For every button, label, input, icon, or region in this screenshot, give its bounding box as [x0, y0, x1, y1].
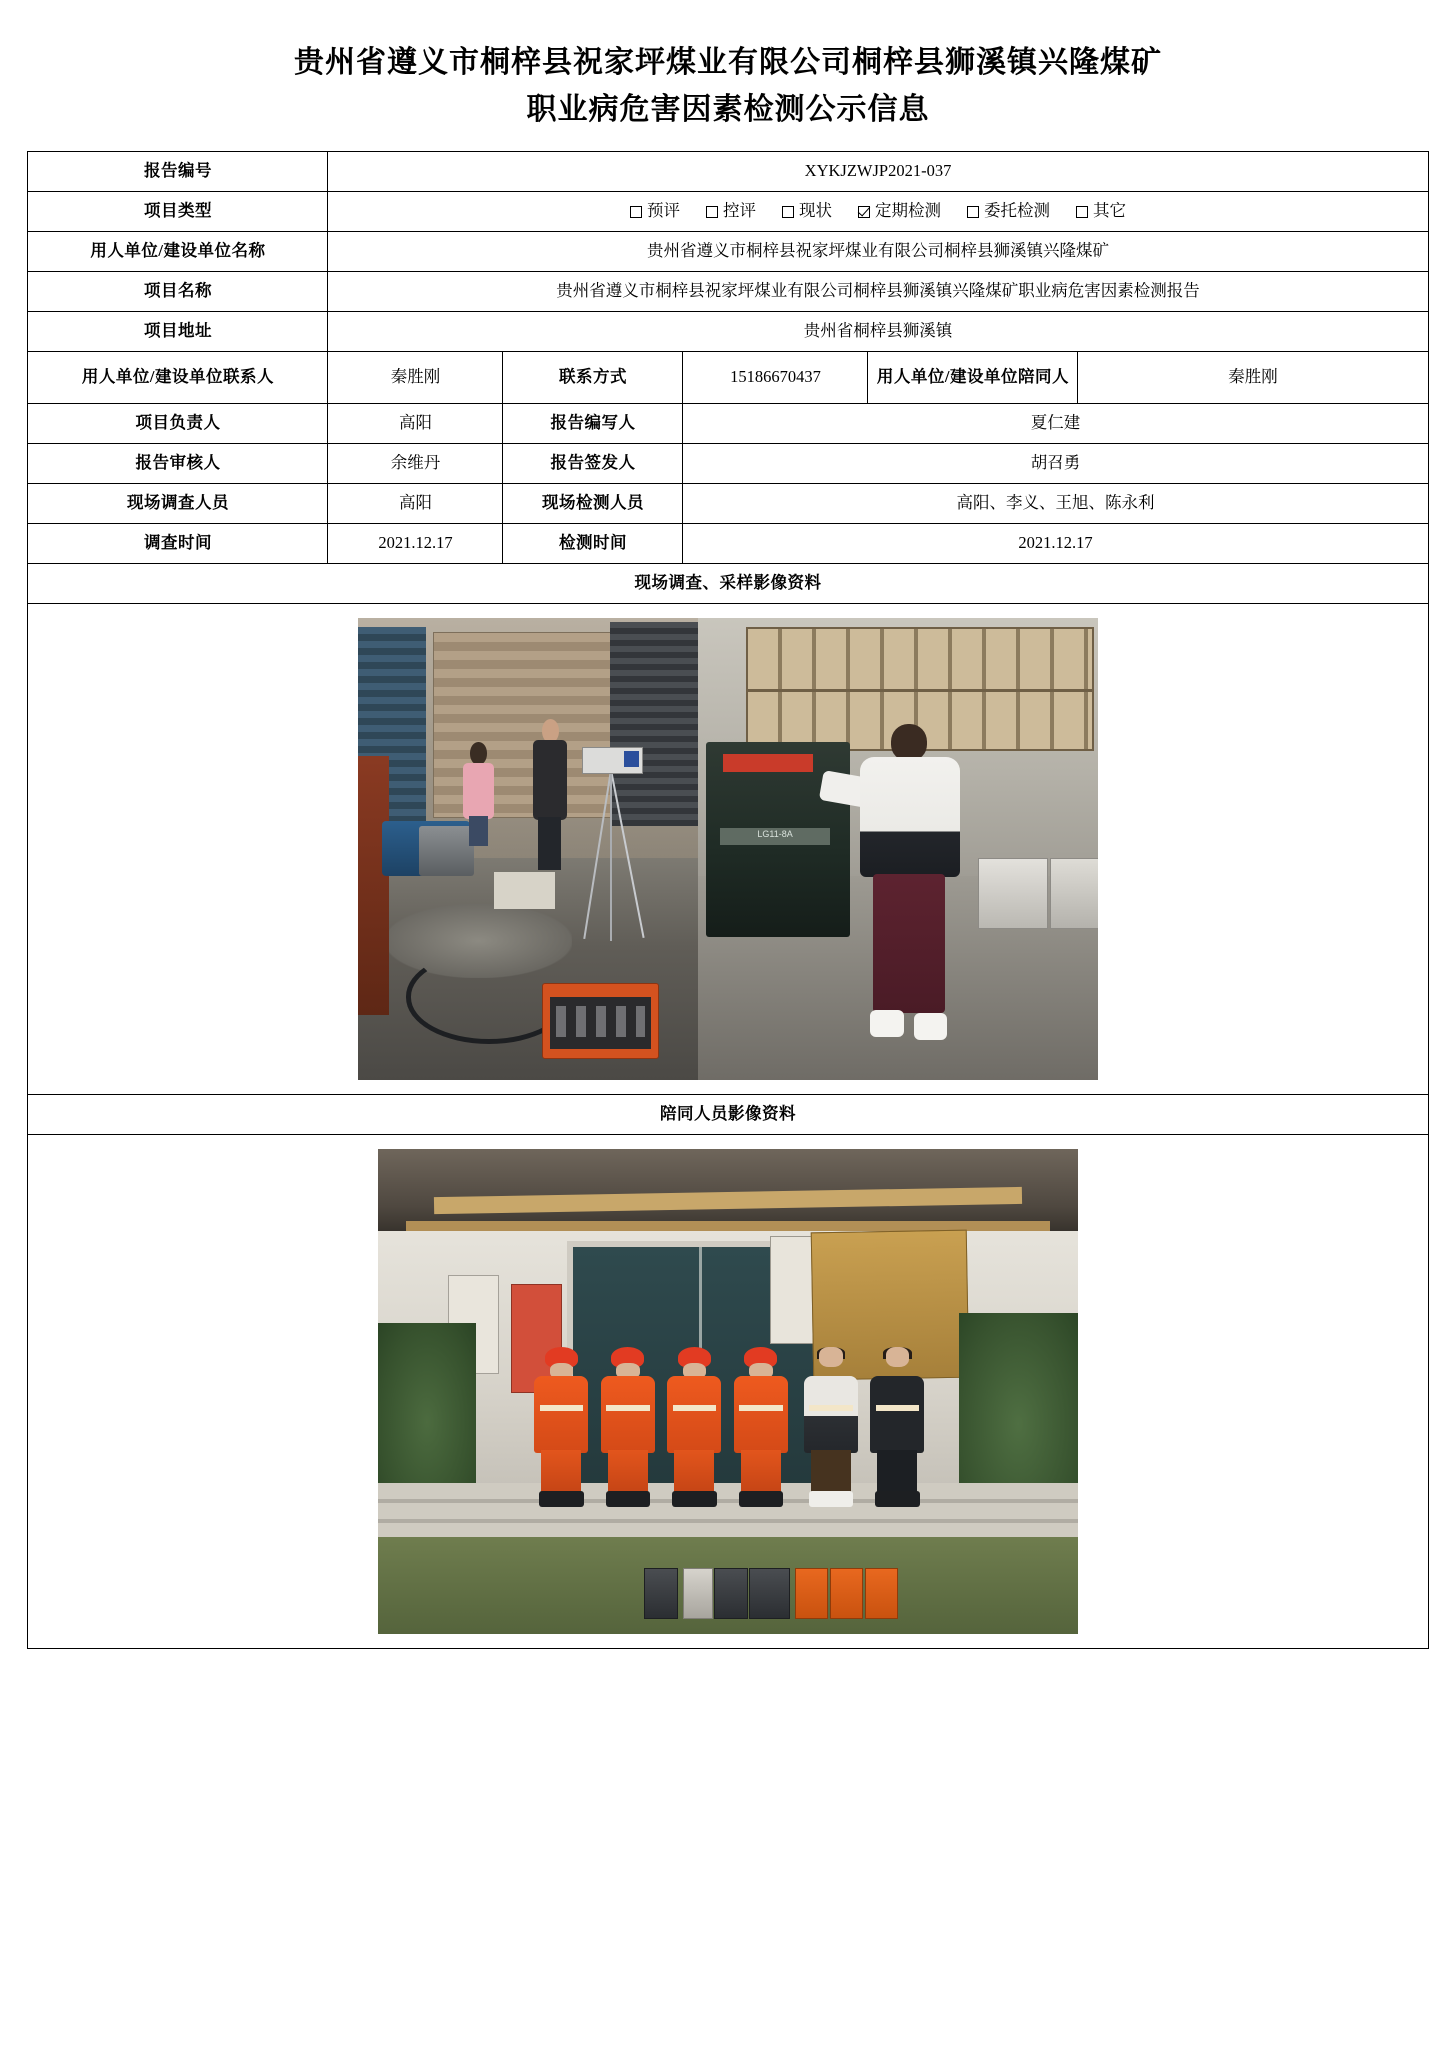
project-type-option-label: 其它: [1093, 201, 1126, 221]
survey-date-label: 调查时间: [28, 524, 328, 564]
project-address-value: 贵州省桐梓县狮溪镇: [328, 312, 1428, 352]
compressor-label: LG11-8A: [720, 828, 829, 845]
table-row-dates: [28, 524, 1428, 564]
table-row-contact: [28, 352, 1428, 404]
field-tester-label: 现场检测人员: [503, 484, 683, 524]
project-type-option-label: 定期检测: [875, 201, 941, 221]
project-type-option-dingqijiance[interactable]: [858, 199, 941, 224]
report-reviewer-label: 报告审核人: [28, 444, 328, 484]
report-reviewer-value: 余维丹: [328, 444, 503, 484]
project-type-option-label: 委托检测: [984, 201, 1050, 221]
checkbox-icon[interactable]: [630, 206, 642, 218]
equipment-bag: [749, 1568, 790, 1619]
table-row-project-type: [28, 192, 1428, 232]
report-no-label: 报告编号: [28, 152, 328, 192]
project-type-option-yuping[interactable]: [630, 199, 680, 224]
project-type-label: 项目类型: [28, 192, 328, 232]
field-tester-value: 高阳、李义、王旭、陈永利: [683, 484, 1428, 524]
employer-label: 用人单位/建设单位名称: [28, 232, 328, 272]
contact-label: 用人单位/建设单位联系人: [28, 352, 328, 404]
table-row-report-reviewer: [28, 444, 1428, 484]
photo-group-2: [28, 1134, 1428, 1648]
project-address-label: 项目地址: [28, 312, 328, 352]
table-row-photos-1: [28, 603, 1428, 1094]
photo-workshop-sampling: [358, 618, 698, 1080]
checkbox-icon[interactable]: [782, 206, 794, 218]
report-issuer-value: 胡召勇: [683, 444, 1428, 484]
photo-compressor-inspection: [698, 618, 1098, 1080]
employer-value: 贵州省遵义市桐梓县祝家坪煤业有限公司桐梓县狮溪镇兴隆煤矿: [328, 232, 1428, 272]
table-row-photos-2: [28, 1134, 1428, 1648]
person-escort-1: [802, 1347, 861, 1507]
equipment-case-5: [830, 1568, 864, 1619]
escort-label: 用人单位/建设单位陪同人: [868, 352, 1078, 404]
table-row-employer: [28, 232, 1428, 272]
project-type-option-qita[interactable]: [1076, 199, 1126, 224]
equipment-case-1: [644, 1568, 678, 1619]
checkbox-icon[interactable]: [967, 206, 979, 218]
project-type-option-label: 预评: [647, 201, 680, 221]
page-title-line2: 职业病危害因素检测公示信息: [526, 92, 930, 126]
report-writer-label: 报告编写人: [503, 404, 683, 444]
photo-group-1: [28, 603, 1428, 1094]
checkbox-checked-icon[interactable]: [858, 206, 870, 218]
project-leader-value: 高阳: [328, 404, 503, 444]
person-worker-3: [665, 1347, 724, 1507]
project-type-options: [334, 199, 1421, 224]
test-date-value: 2021.12.17: [683, 524, 1428, 564]
field-investigator-label: 现场调查人员: [28, 484, 328, 524]
page-title-line1: 贵州省遵义市桐梓县祝家坪煤业有限公司桐梓县狮溪镇兴隆煤矿: [294, 46, 1162, 79]
project-type-option-xianzhuang[interactable]: [782, 199, 832, 224]
checkbox-icon[interactable]: [1076, 206, 1088, 218]
phone-label: 联系方式: [503, 352, 683, 404]
photo-group-portrait: [378, 1149, 1078, 1634]
person-worker-4: [732, 1347, 791, 1507]
info-table: [27, 151, 1428, 1649]
equipment-case-4: [795, 1568, 829, 1619]
project-type-option-label: 现状: [799, 201, 832, 221]
escort-value: 秦胜刚: [1078, 352, 1428, 404]
page-title: [26, 40, 1430, 133]
report-writer-value: 夏仁建: [683, 404, 1428, 444]
project-leader-label: 项目负责人: [28, 404, 328, 444]
field-investigator-value: 高阳: [328, 484, 503, 524]
project-type-value: [328, 192, 1428, 232]
table-row-project-leader: [28, 404, 1428, 444]
survey-date-value: 2021.12.17: [328, 524, 503, 564]
report-no-value: XYKJZWJP2021-037: [328, 152, 1428, 192]
project-name-label: 项目名称: [28, 272, 328, 312]
project-name-value: 贵州省遵义市桐梓县祝家坪煤业有限公司桐梓县狮溪镇兴隆煤矿职业病危害因素检测报告: [328, 272, 1428, 312]
table-row-report-no: [28, 152, 1428, 192]
test-date-label: 检测时间: [503, 524, 683, 564]
person-worker-2: [599, 1347, 658, 1507]
project-type-option-kongping[interactable]: [706, 199, 756, 224]
equipment-case-6: [865, 1568, 899, 1619]
project-type-option-label: 控评: [723, 201, 756, 221]
photo-section-1-title: 现场调查、采样影像资料: [28, 564, 1428, 604]
report-issuer-label: 报告签发人: [503, 444, 683, 484]
equipment-case-3: [714, 1568, 748, 1619]
phone-value: 15186670437: [683, 352, 868, 404]
equipment-case-2: [683, 1568, 713, 1619]
photo-section-2-title: 陪同人员影像资料: [28, 1094, 1428, 1134]
table-row-project-name: [28, 272, 1428, 312]
table-row-photo-section-1: [28, 564, 1428, 604]
person-escort-2: [868, 1347, 927, 1507]
project-type-option-weituojiance[interactable]: [967, 199, 1050, 224]
table-row-project-address: [28, 312, 1428, 352]
table-row-field-staff: [28, 484, 1428, 524]
table-row-photo-section-2: [28, 1094, 1428, 1134]
person-worker-1: [532, 1347, 591, 1507]
contact-value: 秦胜刚: [328, 352, 503, 404]
checkbox-icon[interactable]: [706, 206, 718, 218]
